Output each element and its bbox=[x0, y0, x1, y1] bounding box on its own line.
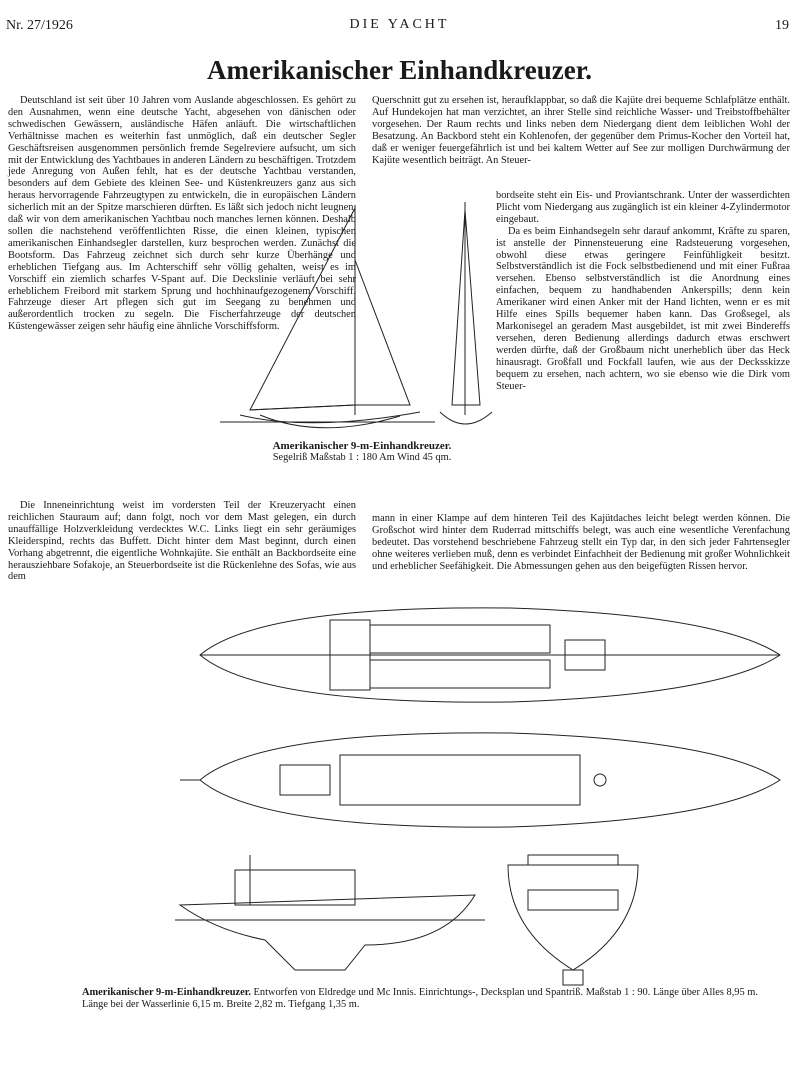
caption-bold: Amerikanischer 9-m-Einhandkreuzer. bbox=[272, 440, 452, 452]
column-right-middle bbox=[496, 190, 790, 392]
caption-text: Segelriß Maßstab 1 : 180 Am Wind 45 qm. bbox=[272, 452, 452, 463]
paragraph: mann in einer Klampe auf dem hinteren Teil des Kajütdaches leicht belegt werden können. Die Großschot wird hinter dem Ruderrad mittschiffs belegt, was auch eine wesentliche Verenfachung bedeutet. Das vorstehend beschriebene Fahrzeug stellt ein Typ dar, in den sich jeder Fahrtensegler ohne weiteres verlieben muß, denn es verbindet Einfachheit der Bedienung mit großer Wohnlichkeit und erheblicher Seefähigkeit. Die Abmessungen gehen aus den beigefügten Rissen hervor. bbox=[372, 513, 790, 572]
column-right-top bbox=[372, 95, 790, 166]
sail-plan-caption bbox=[222, 440, 502, 463]
magazine-name: DIE YACHT bbox=[349, 17, 450, 32]
paragraph: Deutschland ist seit über 10 Jahren vom Auslande abgeschlossen. Es gehört zu den Ausnahmen, wenn eine deutsche Yacht, abgesehen von dänischen oder schwedischen Gewässern, ausländische Häfen anläuft. Die wirtschaftlichen Verhältnisse machen es weiterhin fast unmöglich, daß ein deutscher Segler Geschäftsreisen ausgenommen persönlich fremde Segelreviere aufsucht, um sich mit der Entwicklung des Yachtbaues in anderen Ländern zu beschäftigen. Trotzdem jede Anregung von Außen fehlt, hat es der deutsche Yachtbau verstanden, besonders auf dem Gebiete des kleinen See- und Küstenkreuzers ganz aus sich heraus hervorragende Fahrzeugtypen zu entwickeln, die in europäischen Ländern sicherlich mit an der Spitze marschieren dürften. Es läßt sich jedoch nicht leugnen, daß wir von dem amerikanischen Yachtbau noch manches lernen können. Deshalb sollen die nachstehend veröffentlichten Risse, die einen kleinen, typischen amerikanischen Einhandsegler darstellen, kurz besprochen werden. Zunächst die Bootsform. Das Fahrzeug zeichnet sich durch sehr kurze Überhänge und erheblichen Tiefgang aus. Im Achterschiff sehr völlig gehalten, weist es im Vorschiff ein ziemlich scharfes V-Spant auf. Die Deckslinie verläuft bei sehr erheblichem Freibord mit starkem Sprung und hochhinaufgezogenem Vorschiff. Fahrzeuge dieser Art pflegen sich gut im Seegang zu benehmen und außerordentlich trocken zu segeln. Die Fischerfahrzeuge der deutschen Küstengewässer zeigen sehr häufig eine ähnliche Vorschiffsform. bbox=[8, 95, 356, 333]
paragraph: bordseite steht ein Eis- und Proviantschrank. Unter der wasserdichten Plicht vom Niedergang aus zugänglich ist ein kleiner 4-Zylindermotor eingebaut. bbox=[496, 190, 790, 225]
cross-section-drawing bbox=[498, 850, 648, 990]
paragraph: Die Inneneinrichtung weist im vordersten Teil der Kreuzeryacht einen reichlichen Stauraum auf; dann folgt, noch vor dem Mast gelegen, ein durch unauffällige Holzverkleidung verdecktes W.C. Links liegt ein sehr geräumiges Kleiderspind, rechts das Buffett. Dicht hinter dem Mast beginnt, durch einen Vorhang abgetrennt, die eigentliche Wohnkajüte. Sie enthält an Backbordseite eine herausziehbare Sofakoje, an Steuerbordseite ist die Rückenlehne des Sofas, wie aus dem bbox=[8, 500, 356, 583]
sail-plan-drawing bbox=[220, 200, 500, 440]
interior-plan-drawing bbox=[180, 600, 790, 710]
article-title: Amerikanischer Einhandkreuzer. bbox=[206, 55, 593, 85]
column-right-bottom bbox=[372, 513, 790, 573]
paragraph: Da es beim Einhandsegeln sehr darauf ankommt, Kräfte zu sparen, ist anstelle der Pinnensteuerung eine Radsteuerung vorgesehen, obwohl diese etwas geringere Feinfühligkeit besitzt. Selbstverständlich ist die Fock selbstbedienend und mit einer Fußraa versehen. Ebenso selbstverständlich ist die Anordnung eines einfachen, bequem zu handhabenden Ankerspills; denn kein Amerikaner wird einen Anker mit der Hand lichten, wenn er es mit Hilfe eines Spills bequemer haben kann. Das Großsegel, als Markonisegel an geradem Mast ausgebildet, ist mit zwei Bindereffs versehen, deren Bedienung allerdings dadurch etwas erschwert werden dürfte, daß der Großbaum nicht unerheblich über das Heck hinausragt. Großfall und Fockfall laufen, wie aus der Decksskizze bequem zu ersehen, nach achtern, wo sie ebenso wie die Dirk vom Steuer- bbox=[496, 225, 790, 392]
caption-bold: Amerikanischer 9-m-Einhandkreuzer. bbox=[82, 987, 251, 998]
column-left-bottom bbox=[8, 500, 356, 583]
page-number: 19 bbox=[775, 18, 789, 33]
plans-caption bbox=[82, 987, 782, 1011]
deck-plan-drawing bbox=[180, 725, 790, 835]
caption-text: Entworfen von Eldredge und Mc Innis. Einrichtungs-, Decksplan und Spantriß. Maßstab 1 : 90. Länge über Alles 8,95 m. Länge bei der Wasserlinie 6,15 m. Breite 2,82 m. Tiefgang 1,35 m. bbox=[82, 987, 758, 1010]
profile-drawing bbox=[175, 850, 485, 980]
paragraph: Querschnitt gut zu ersehen ist, heraufklappbar, so daß die Kajüte drei bequeme Schlafplätze enthält. Auf Hundekojen hat man verzichtet, an ihrer Stelle sind reichliche Wasser- und Treibstoffbehälter vorgesehen. Der Raum rechts und links neben dem Niedergang dient dem leiblichen Wohl der Besatzung. An Backbord steht ein Kohlenofen, der gegenüber dem Primus-Kocher den Vorteil hat, daß er weniger feuergefährlich ist und bei kaltem Wetter auf See zur molligen Durchwärmung der Kajüte wesentlich beiträgt. An Steuer- bbox=[372, 95, 790, 166]
issue-number: Nr. 27/1926 bbox=[6, 18, 73, 33]
